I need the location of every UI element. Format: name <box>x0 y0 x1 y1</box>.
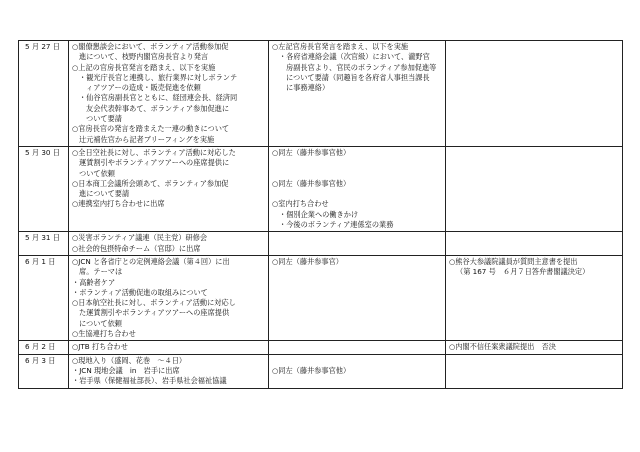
entry-line: ○熊谷大参議院議員が質問主意書を提出 <box>449 256 578 266</box>
entry-line: ○左記官房長官発言を踏まえ、以下を実施 <box>272 42 409 51</box>
entry-line: ○連携室内打ち合わせに出席 <box>72 199 165 209</box>
entry-line: ○生協連打ち合わせ <box>72 329 136 339</box>
col-b-cell <box>269 255 446 340</box>
col-c-cell <box>446 341 623 354</box>
spacer <box>272 158 442 168</box>
entry-line: ○社会的包摂特命チーム（官邸）に出席 <box>72 243 201 253</box>
col-c-cell <box>446 232 623 256</box>
col-b-cell <box>269 146 446 231</box>
entry-line: ・岩手県（保健福祉部長）、岩手県社会福祉協議 <box>72 376 227 386</box>
table-row <box>19 232 623 256</box>
date-cell: 6 月 3 日 <box>19 354 69 388</box>
spacer <box>272 169 442 179</box>
entry-line: ○同左（藤井参事官他） <box>272 178 351 188</box>
date-cell: 6 月 1 日 <box>19 255 69 340</box>
col-b-cell <box>269 341 446 354</box>
entry-line: 運賃割引やボランティアツアーへの座席提供に <box>79 158 230 168</box>
entry-line: について依頼 <box>79 318 122 328</box>
entry-line: ・個別企業への働きかけ <box>279 209 359 219</box>
date-cell: 5 月 31 日 <box>19 232 69 256</box>
col-b-cell <box>269 41 446 147</box>
col-c-cell <box>446 41 623 147</box>
col-a-cell <box>69 146 269 231</box>
entry-line: ・ボランティア活動促進の取組みについて <box>72 287 208 297</box>
date-cell: 5 月 27 日 <box>19 41 69 147</box>
col-a-cell <box>69 255 269 340</box>
entry-line: （第 167 号 ６月７日答弁書閣議決定） <box>456 267 590 277</box>
entry-line: ○内閣不信任案衆議院提出 否決 <box>449 342 556 352</box>
date-cell: 5 月 30 日 <box>19 146 69 231</box>
col-c-cell <box>446 255 623 340</box>
table-row <box>19 341 623 354</box>
date-cell: 6 月 2 日 <box>19 341 69 354</box>
entry-line: ○全日空社長に対し、ボランティア活動に対応した <box>72 147 236 157</box>
entry-line: 友会代表幹事あて、ボランティア参加促進に <box>86 103 230 113</box>
entry-line: に事務連絡） <box>286 83 330 93</box>
spacer <box>272 189 442 199</box>
col-a-cell <box>69 232 269 256</box>
spacer <box>272 356 442 366</box>
entry-line: た運賃割引やボランティアツアーへの座席提供 <box>79 308 230 318</box>
col-b-cell <box>269 354 446 388</box>
table-row <box>19 255 623 340</box>
entry-line: ついて要請 <box>86 114 122 124</box>
entry-line: 辻元補佐官から記者ブリーフィングを実施 <box>79 134 215 144</box>
entry-line: ○現地入り（盛岡、花巻 ～４日） <box>72 355 187 365</box>
entry-line: ○官房長官の発言を踏まえた一連の動きについて <box>72 124 230 134</box>
col-a-cell <box>69 354 269 388</box>
entry-line: ○JTB 打ち合わせ <box>72 342 128 352</box>
entry-line: ・仙谷官房副長官とともに、経団連会長、経済同 <box>79 93 238 103</box>
entry-line: ィアツアーの造成・販売促進を依頼 <box>86 83 201 93</box>
table-row <box>19 41 623 147</box>
entry-line: 進について要請 <box>79 189 130 199</box>
entry-line: ○同左（藤井参事官他） <box>272 147 351 157</box>
activity-log-table <box>18 40 623 389</box>
table-row <box>19 146 623 231</box>
col-c-cell <box>446 146 623 231</box>
entry-line: ・高齢者ケア <box>72 277 116 287</box>
col-a-cell <box>69 41 269 147</box>
entry-line: ○室内打ち合わせ <box>272 199 329 209</box>
entry-line: ○同左（藤井参事官） <box>272 256 343 266</box>
activity-log-body <box>19 41 623 389</box>
entry-line: ・観光庁長官と連携し、旅行業界に対しボランテ <box>79 72 238 82</box>
entry-line: 房副長官より、官民のボランティア参加促進等 <box>286 62 437 72</box>
entry-line: ○JCN と各省庁との定例連絡会議（第４回）に出 <box>72 256 230 266</box>
entry-line: ・各府省連絡会議（次官級）において、瀧野官 <box>279 52 430 62</box>
entry-line: 席。テーマは <box>79 267 123 277</box>
entry-line: ○日本商工会議所会頭あて、ボランティア参加促 <box>72 178 229 188</box>
entry-line: ・今後のボランティア連係室の業務 <box>279 220 394 230</box>
entry-line: ○日本航空社長に対し、ボランティア活動に対応し <box>72 298 236 308</box>
table-row <box>19 354 623 388</box>
entry-line: ○上記の官房長官発言を踏まえ、以下を実施 <box>72 62 216 72</box>
entry-line: ○同左（藤井参事官他） <box>272 365 351 375</box>
col-b-cell <box>269 232 446 256</box>
entry-line: 進について、枝野内閣官房長官より発言 <box>79 52 209 62</box>
col-a-cell <box>69 341 269 354</box>
entry-line: ついて依頼 <box>79 168 115 178</box>
entry-line: について要請（同趣旨を各府省人事担当課長 <box>286 72 430 82</box>
entry-line: ・JCN 現地会議 in 岩手に出席 <box>72 365 180 375</box>
entry-line: ○閣僚懇談会において、ボランティア活動参加促 <box>72 42 229 51</box>
entry-line: ○災害ボランティア議連（民主党）研修会 <box>72 233 208 243</box>
col-c-cell <box>446 354 623 388</box>
